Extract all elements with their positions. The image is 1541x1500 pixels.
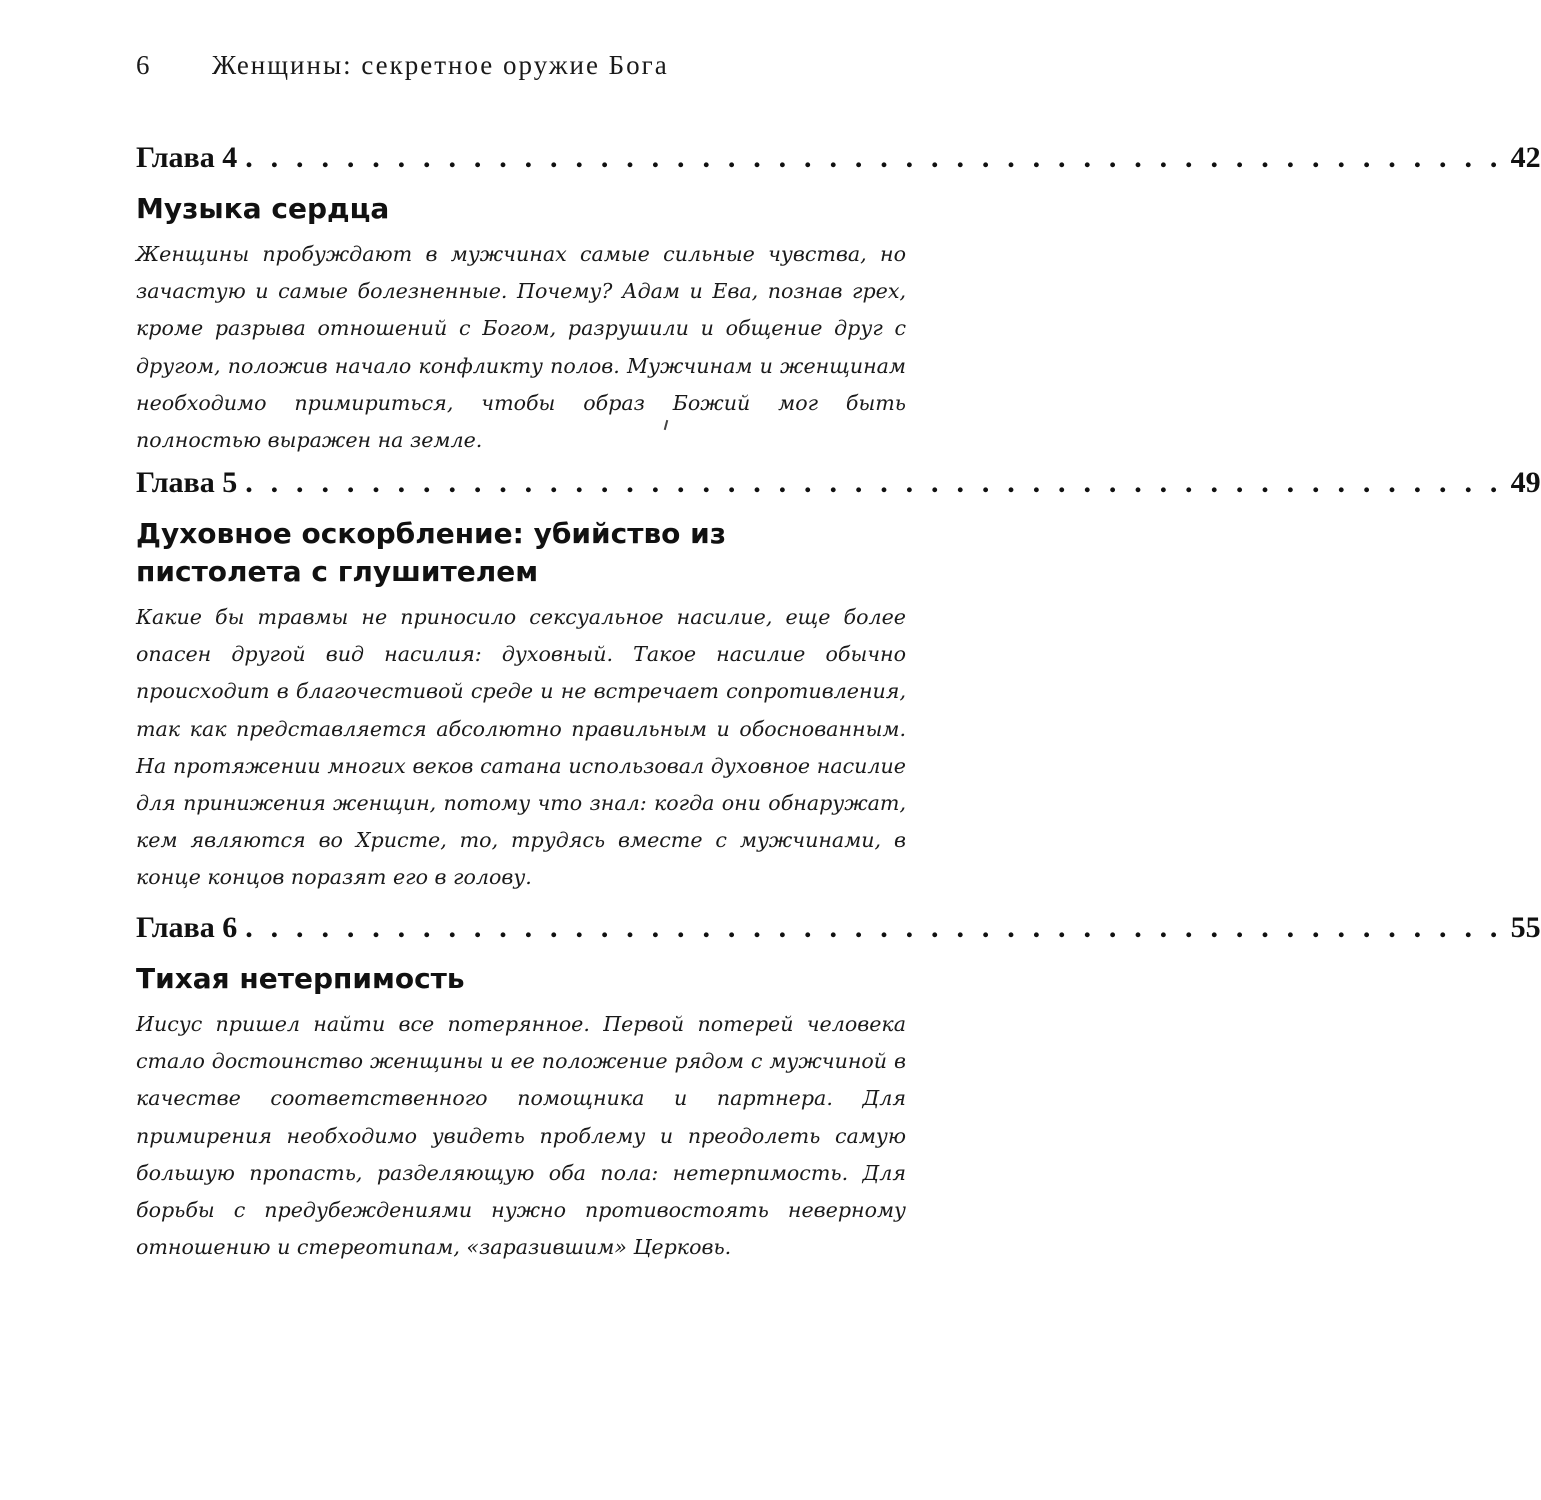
- toc-line: [136, 910, 1541, 946]
- toc-entry-chapter-6: [136, 910, 1541, 1266]
- toc-line: [136, 140, 1541, 176]
- chapter-title: Музыка сердца: [136, 192, 390, 225]
- running-head: [136, 50, 669, 81]
- chapter-description: Какие бы травмы не приносило сексуальное насилие, еще более опасен другой вид насилия: духовный. Такое насилие обычно происходит в благочестивой среде и не встречает сопротивления, так как представляется абсолютно правильным и обоснованным. На протяжении многих веков сатана использовал духовное насилие для принижения женщин, потому что знал: когда они обнаружат, кем являются во Христе, то, трудясь вместе с мужчинами, в конце концов поразят его в голову.: [136, 605, 906, 890]
- dot-leader: . . . . . . . . . . . . . . . . . . . . . . . . . . . . . . . . . . . . . . . . . . . . . . . . . .: [245, 141, 1503, 174]
- chapter-label: Глава 6: [136, 911, 238, 944]
- toc-entry-chapter-5: [136, 465, 1541, 897]
- chapter-page-number: 49: [1510, 466, 1541, 499]
- chapter-page-number: 55: [1510, 911, 1541, 944]
- chapter-page-number: 42: [1510, 141, 1541, 174]
- page-number: 6: [136, 50, 152, 80]
- chapter-label: Глава 4: [136, 141, 238, 174]
- chapter-title: Духовное оскорбление: убийство из пистолета с глушителем: [136, 517, 727, 588]
- dot-leader: . . . . . . . . . . . . . . . . . . . . . . . . . . . . . . . . . . . . . . . . . . . . . . . . . .: [245, 466, 1503, 499]
- chapter-label: Глава 5: [136, 466, 238, 499]
- dot-leader: . . . . . . . . . . . . . . . . . . . . . . . . . . . . . . . . . . . . . . . . . . . . . . . . . .: [245, 911, 1503, 944]
- chapter-title: Тихая нетерпимость: [136, 962, 465, 995]
- book-title: Женщины: секретное оружие Бога: [212, 50, 669, 80]
- chapter-description: Женщины пробуждают в мужчинах самые сильные чувства, но зачастую и самые болезненные. Почему? Адам и Ева, познав грех, кроме разрыва отношений с Богом, разрушили и общение друг с другом, положив начало конфликту полов. Мужчинам и женщинам необходимо примириться, чтобы образ Божий мог быть полностью выражен на земле.: [136, 242, 906, 453]
- toc-line: [136, 465, 1541, 501]
- toc-entry-chapter-4: [136, 140, 1541, 459]
- chapter-description: Иисус пришел найти все потерянное. Первой потерей человека стало достоинство женщины и ее положение рядом с мужчиной в качестве соответственного помощника и партнера. Для примирения необходимо увидеть проблему и преодолеть самую большую пропасть, разделяющую оба пола: нетерпимость. Для борьбы с предубеждениями нужно противостоять неверному отношению и стереотипам, «заразившим» Церковь.: [136, 1012, 906, 1260]
